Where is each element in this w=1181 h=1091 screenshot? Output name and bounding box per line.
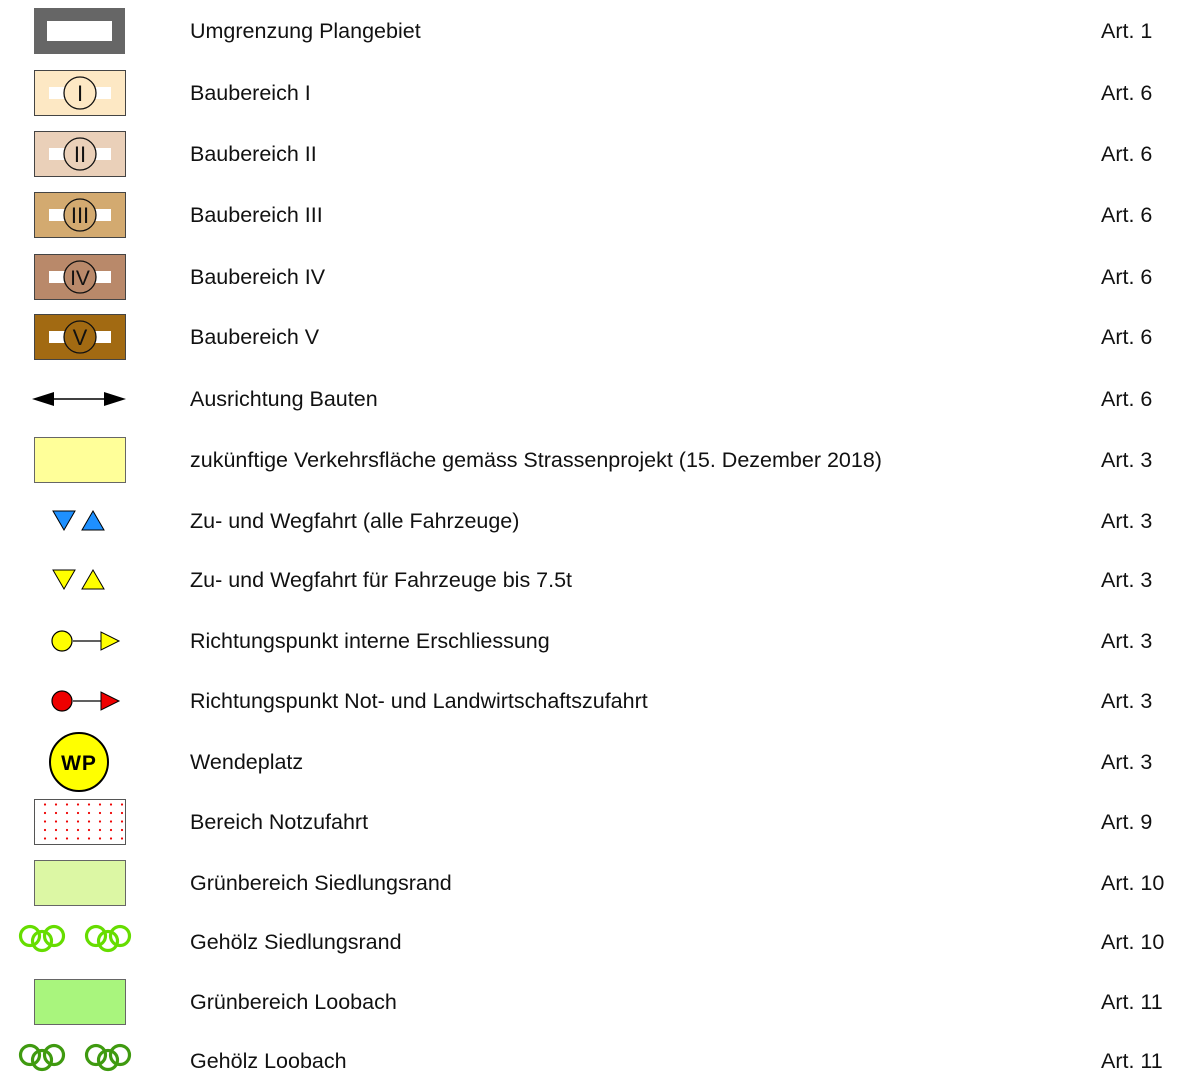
article-ref: Art. 1 bbox=[1101, 19, 1153, 43]
article-ref: Art. 11 bbox=[1101, 1049, 1163, 1073]
article-ref: Art. 6 bbox=[1101, 203, 1153, 227]
legend-label: Bereich Notzufahrt bbox=[190, 810, 369, 834]
legend-row bbox=[0, 247, 1181, 307]
legend-row bbox=[0, 732, 1181, 792]
article-ref: Art. 6 bbox=[1101, 142, 1153, 166]
legend-row bbox=[0, 124, 1181, 184]
legend-row bbox=[0, 1031, 1181, 1091]
direction-point-icon bbox=[18, 671, 142, 731]
traffic-area-icon bbox=[18, 430, 142, 490]
double-arrow-icon bbox=[18, 369, 142, 429]
building-zone-icon bbox=[18, 307, 142, 367]
zone-numeral: V bbox=[72, 325, 88, 350]
woodland-icon bbox=[18, 912, 142, 972]
building-zone-icon bbox=[18, 247, 142, 307]
article-ref: Art. 3 bbox=[1101, 448, 1153, 472]
legend-row bbox=[0, 611, 1181, 671]
legend-row bbox=[0, 185, 1181, 245]
article-ref: Art. 6 bbox=[1101, 265, 1153, 289]
woodland-icon bbox=[18, 1031, 142, 1091]
legend-label: Grünbereich Siedlungsrand bbox=[190, 871, 452, 895]
access-triangles-icon bbox=[18, 491, 142, 551]
legend-row bbox=[0, 912, 1181, 972]
legend-label: Baubereich I bbox=[190, 81, 311, 105]
legend-label: Ausrichtung Bauten bbox=[190, 387, 378, 411]
legend-row bbox=[0, 792, 1181, 852]
zone-numeral: II bbox=[73, 142, 87, 167]
legend-label: Umgrenzung Plangebiet bbox=[190, 19, 421, 43]
green-area-icon bbox=[18, 972, 142, 1032]
article-ref: Art. 3 bbox=[1101, 629, 1153, 653]
turning-area-icon bbox=[18, 732, 142, 792]
article-ref: Art. 6 bbox=[1101, 325, 1153, 349]
legend-row bbox=[0, 369, 1181, 429]
plan-boundary-icon bbox=[18, 1, 142, 61]
article-ref: Art. 6 bbox=[1101, 81, 1153, 105]
legend-label: Baubereich II bbox=[190, 142, 317, 166]
article-ref: Art. 11 bbox=[1101, 990, 1163, 1014]
article-ref: Art. 3 bbox=[1101, 509, 1153, 533]
zone-numeral: III bbox=[70, 203, 90, 228]
article-ref: Art. 6 bbox=[1101, 387, 1153, 411]
legend-row bbox=[0, 853, 1181, 913]
building-zone-icon bbox=[18, 124, 142, 184]
direction-point-icon bbox=[18, 611, 142, 671]
legend-label: Wendeplatz bbox=[190, 750, 304, 774]
legend-row bbox=[0, 972, 1181, 1032]
legend-row bbox=[0, 307, 1181, 367]
turning-area-badge: WP bbox=[61, 752, 97, 775]
building-zone-icon bbox=[18, 63, 142, 123]
zone-numeral: I bbox=[76, 81, 84, 106]
legend-label: zukünftige Verkehrsfläche gemäss Strassenprojekt (15. Dezember 2018) bbox=[190, 448, 882, 472]
legend-row bbox=[0, 1, 1181, 61]
legend-label: Grünbereich Loobach bbox=[190, 990, 397, 1014]
legend-row bbox=[0, 430, 1181, 490]
zone-numeral: IV bbox=[70, 267, 90, 290]
legend-label: Richtungspunkt interne Erschliessung bbox=[190, 629, 550, 653]
legend-label: Gehölz Loobach bbox=[190, 1049, 347, 1073]
legend-label: Zu- und Wegfahrt (alle Fahrzeuge) bbox=[190, 509, 520, 533]
emergency-access-icon bbox=[18, 792, 142, 852]
article-ref: Art. 10 bbox=[1101, 871, 1165, 895]
article-ref: Art. 3 bbox=[1101, 750, 1153, 774]
legend-label: Baubereich IV bbox=[190, 265, 326, 289]
article-ref: Art. 3 bbox=[1101, 568, 1153, 592]
article-ref: Art. 9 bbox=[1101, 810, 1153, 834]
legend-row bbox=[0, 550, 1181, 610]
legend-label: Gehölz Siedlungsrand bbox=[190, 930, 402, 954]
article-ref: Art. 3 bbox=[1101, 689, 1153, 713]
legend-label: Baubereich III bbox=[190, 203, 323, 227]
legend-row bbox=[0, 671, 1181, 731]
green-area-icon bbox=[18, 853, 142, 913]
legend-label: Baubereich V bbox=[190, 325, 320, 349]
building-zone-icon bbox=[18, 185, 142, 245]
article-ref: Art. 10 bbox=[1101, 930, 1165, 954]
legend-label: Richtungspunkt Not- und Landwirtschaftszufahrt bbox=[190, 689, 648, 713]
access-triangles-icon bbox=[18, 550, 142, 610]
legend-row bbox=[0, 491, 1181, 551]
legend-label: Zu- und Wegfahrt für Fahrzeuge bis 7.5t bbox=[190, 568, 573, 592]
legend-row bbox=[0, 63, 1181, 123]
